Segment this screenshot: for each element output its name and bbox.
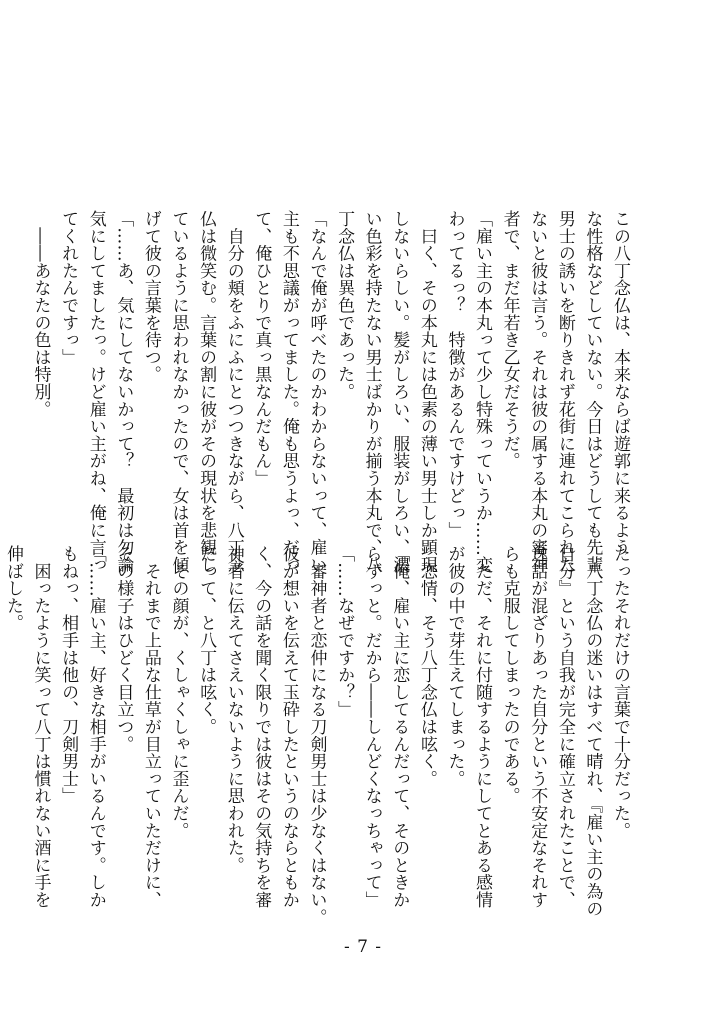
text-line: 男士の誘いを断りきれず花街に連れてこられた: [554, 210, 575, 574]
text-line: 「なんで俺が呼べたのかわからないって、雇い: [306, 210, 327, 574]
text-line: 仏は微笑む。言葉の割に彼がその現状を悲観し: [196, 210, 217, 574]
text-line: 彼が想いを伝えて玉砕したというのならともか: [278, 545, 299, 909]
text-line: その顔が、くしゃくしゃに歪んだ。: [168, 545, 189, 840]
text-line: 逸話が混ざりあった自分という不安定なそれす: [527, 545, 548, 909]
text-line: 「俺、雇い主に恋してるんだって、そのときか: [389, 545, 410, 909]
text-line: ないと彼は言う。それは彼の属する本丸の審神: [527, 210, 548, 574]
text-line: もねっ、相手は他の、刀剣男士」: [58, 545, 79, 805]
text-line: い色彩を持たない男士ばかりが揃う本丸で、八: [361, 210, 382, 574]
text-line: 者で、まだ年若き乙女だそうだ。: [499, 210, 520, 470]
text-line: 困ったように笑って八丁は慣れない酒に手を: [30, 545, 51, 909]
text-line: それまで上品な仕草が目立っていただけに、: [140, 545, 161, 909]
lower-text-block: [2, 545, 633, 926]
text-line: しないらしい。髪がしろい、服装がしろい、濃: [389, 210, 410, 574]
text-line: 神者に伝えてさえいないように思われた。: [223, 545, 244, 874]
text-line: たったそれだけの言葉で十分だった。: [610, 545, 630, 840]
text-line: 気にしてましたっ。けど雇い主がね、俺に言っ: [85, 210, 106, 574]
text-line: らも克服してしまったのである。: [499, 545, 520, 805]
text-line: 「……なぜですか？」: [334, 545, 355, 718]
text-line: げて彼の言葉を待つ。: [140, 210, 161, 383]
text-line: らずっと。だから――しんどくなっちゃって」: [361, 545, 382, 909]
text-line: 「……あ、気にしてないかって？ 最初は勿論: [113, 210, 134, 574]
text-line: く、今の話を聞く限りでは彼はその気持ちを審: [251, 545, 272, 909]
text-line: な性格などしていない。今日はどうしても先輩: [582, 210, 603, 574]
text-line: 「雇い主の本丸って少し特殊っていうか……変: [472, 210, 493, 574]
page-number: - 7 -: [343, 937, 383, 957]
text-line: 主も不思議がってました。俺も思うよっ、だっ: [278, 210, 299, 574]
text-line: ているように思われなかったので、女は首を傾: [168, 210, 189, 574]
text-line: が彼の中で芽生えてしまった。: [444, 545, 465, 788]
text-line: わってるっ？ 特徴があるんですけどっ」: [444, 210, 465, 539]
text-line: この八丁念仏は、本来ならば遊郭に来るよう: [610, 210, 630, 556]
text-line: 八丁念仏の迷いはすべて晴れ、『雇い主の為の: [582, 545, 603, 918]
text-line: 伸ばした。: [2, 545, 23, 632]
text-line: 自分』という自我が完全に確立されたことで、: [554, 545, 575, 909]
text-line: てくれたんですっ」: [58, 210, 79, 366]
text-line: て、俺ひとりで真っ黒なんだもん」: [251, 210, 272, 487]
text-line: だって、と八丁は呟く。: [196, 545, 217, 736]
text-line: ――あなたの色は特別。: [30, 210, 51, 418]
text-line: 丁念仏は異色であった。: [334, 210, 355, 401]
text-line: 自分の頬をふにふにとつつきながら、八丁念: [223, 210, 244, 574]
text-line: 曰く、その本丸には色素の薄い男士しか顕現: [416, 210, 437, 574]
text-line: 恋情、そう八丁念仏は呟く。: [416, 545, 437, 788]
text-line: その様子はひどく目立つ。: [113, 545, 134, 753]
upper-text-block: [30, 210, 633, 574]
text-line: ただ、それに付随するようにしてとある感情: [472, 545, 493, 909]
text-line: 「……雇い主、好きな相手がいるんです。しか: [85, 545, 106, 909]
text-line: 審神者と恋仲になる刀剣男士は少なくはない。: [306, 545, 327, 926]
